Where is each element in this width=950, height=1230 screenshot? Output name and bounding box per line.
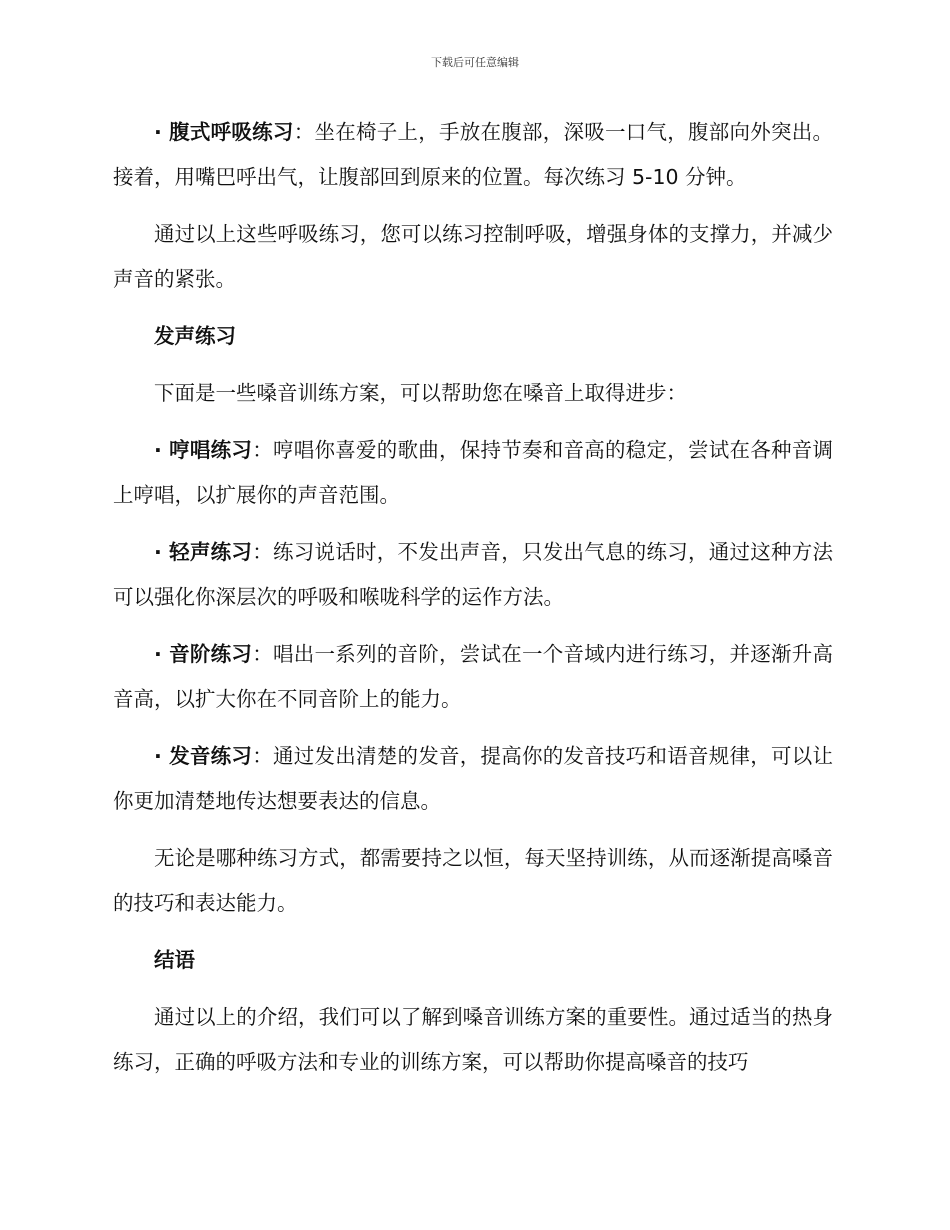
bullet-text: 唱出一系列的音阶，尝试在一个音域内进行练习，并逐渐升高音高，以扩大你在不同音阶上的能力。 bbox=[113, 642, 834, 711]
bullet-abdominal-breathing bbox=[113, 110, 833, 200]
paragraph: 通过以上的介绍，我们可以了解到嗓音训练方案的重要性。通过适当的热身练习，正确的呼吸方法和专业的训练方案，可以帮助你提高嗓音的技巧 bbox=[113, 1005, 833, 1074]
bullet-separator: ： bbox=[252, 540, 273, 564]
bullet-separator: ： bbox=[252, 642, 273, 666]
bullet-separator: ： bbox=[252, 744, 273, 768]
bullet-text: 哼唱你喜爱的歌曲，保持节奏和音高的稳定，尝试在各种音调上哼唱，以扩展你的声音范围。 bbox=[113, 438, 834, 507]
paragraph: 下面是一些嗓音训练方案，可以帮助您在嗓音上取得进步： bbox=[154, 381, 687, 405]
paragraph: 通过以上这些呼吸练习，您可以练习控制呼吸，增强身体的支撑力，并减少声音的紧张。 bbox=[113, 222, 833, 291]
bullet-text: 坐在椅子上，手放在腹部，深吸一口气，腹部向外突出。接着，用嘴巴呼出气，让腹部回到原来的位置。每次练习 5-10 分钟。 bbox=[113, 120, 834, 189]
bullet-term: · 哼唱练习 bbox=[154, 438, 253, 462]
bullet-humming bbox=[113, 428, 833, 518]
bullet-separator: ： bbox=[293, 120, 315, 144]
bullet-term: · 腹式呼吸练习 bbox=[154, 120, 294, 144]
section-heading-conclusion: 结语 bbox=[154, 948, 195, 972]
section-heading-vocal-practice: 发声练习 bbox=[154, 324, 236, 348]
bullet-term: · 音阶练习 bbox=[154, 642, 253, 666]
bullet-scales bbox=[113, 632, 833, 722]
bullet-term: · 轻声练习 bbox=[154, 540, 253, 564]
paragraph: 无论是哪种练习方式，都需要持之以恒，每天坚持训练，从而逐渐提高嗓音的技巧和表达能力。 bbox=[113, 846, 833, 915]
bullet-text: 通过发出清楚的发音，提高你的发音技巧和语音规律，可以让你更加清楚地传达想要表达的信息。 bbox=[113, 744, 834, 813]
page-header: 下载后可任意编辑 bbox=[431, 56, 519, 69]
document-body bbox=[113, 110, 833, 1085]
bullet-separator: ： bbox=[252, 438, 273, 462]
bullet-pronunciation bbox=[113, 734, 833, 824]
bullet-term: · 发音练习 bbox=[154, 744, 253, 768]
bullet-soft-voice bbox=[113, 530, 833, 620]
bullet-text: 练习说话时，不发出声音，只发出气息的练习，通过这种方法可以强化你深层次的呼吸和喉咙科学的运作方法。 bbox=[113, 540, 834, 609]
